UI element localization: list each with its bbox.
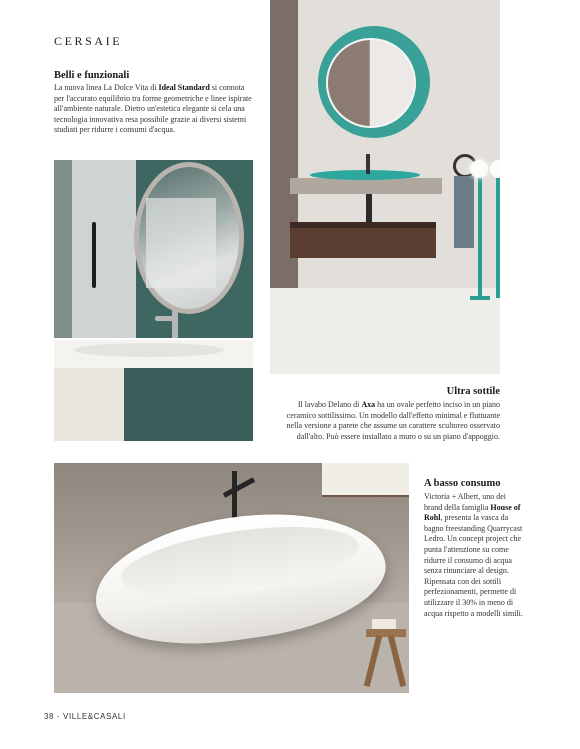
round-mirror <box>326 38 416 128</box>
page-footer: 38 · VILLE&CASALI <box>44 712 126 721</box>
article-house-of-rohl <box>424 478 524 619</box>
faucet <box>366 154 370 174</box>
washbasin-bowl <box>74 343 224 357</box>
mirror-reflection <box>146 198 216 288</box>
article-text-after: , presenta la vasca da bagno freestanding Quarrycast Ledro. Un concept project che punta l'attenzione su come ridurre il consumo di acqua senza rinunciare al design. Ripensata con dei sottili perfezionamenti, permette di utilizzare il 30% in meno di acqua rispetto a modelli simili. <box>424 513 523 618</box>
photo-dolce-vita-washbasin <box>54 160 253 441</box>
article-text-before: Victoria + Albert, uno dei brand della famiglia <box>424 492 507 512</box>
ceramic-top <box>290 178 442 194</box>
article-title: Ultra sottile <box>446 386 500 397</box>
floor-lamp-globe <box>470 160 488 178</box>
wall-light-fixture <box>92 222 96 288</box>
brand-name: House of Rohl <box>424 502 521 523</box>
article-body <box>272 400 500 442</box>
article-title: A basso consumo <box>424 478 501 489</box>
article-text-after: ha un ovale perfetto inciso in un piano ceramico sottilissimo. Un modello dall'effetto minimal e fluttuante nella versione a parete che assume un carattere scultoreo osservato dall'alto. Può essere installato a muro o su un piano d'appoggio. <box>286 400 500 441</box>
article-ideal-standard <box>54 70 254 136</box>
floor-lamp-pole <box>478 168 482 298</box>
brand-name: Ideal Standard <box>158 83 210 92</box>
floor-lamp-pole <box>496 168 500 298</box>
article-body <box>424 492 524 619</box>
photo-quarrycast-bathtub <box>54 463 409 693</box>
photo-delano-washbasin <box>270 0 500 374</box>
floor-lamp-globe <box>490 160 500 178</box>
article-axa <box>272 386 500 442</box>
article-text-before: Il lavabo Delano di <box>297 400 362 409</box>
drain-pipe <box>366 194 372 222</box>
wood-drawer-edge <box>290 222 436 228</box>
soap-bar <box>372 619 396 629</box>
vanity-drawer <box>54 368 124 441</box>
brand-name: Axa <box>361 400 376 409</box>
article-title: Belli e funzionali <box>54 70 130 81</box>
wooden-stool <box>366 629 406 637</box>
towel <box>454 176 474 248</box>
floor-lamp-base <box>470 296 490 300</box>
photo-wall-panel <box>322 463 409 497</box>
article-text-after: si connota per l'accurato equilibrio tra forme geometriche e linee ispirate all'ambiente naturale. Dietro un'estetica elegante si cela una tecnologia innovativa resa possibile grazie ai diversi sistemi studiati per ridurre i consumi d'acqua. <box>54 83 252 135</box>
article-text-before: La nuova linea La Dolce Vita di <box>54 83 159 92</box>
faucet-spout <box>155 316 175 321</box>
photo-floor <box>270 288 500 374</box>
article-body <box>54 83 254 136</box>
section-label: CERSAIE <box>54 34 123 48</box>
oval-basin <box>310 170 420 180</box>
